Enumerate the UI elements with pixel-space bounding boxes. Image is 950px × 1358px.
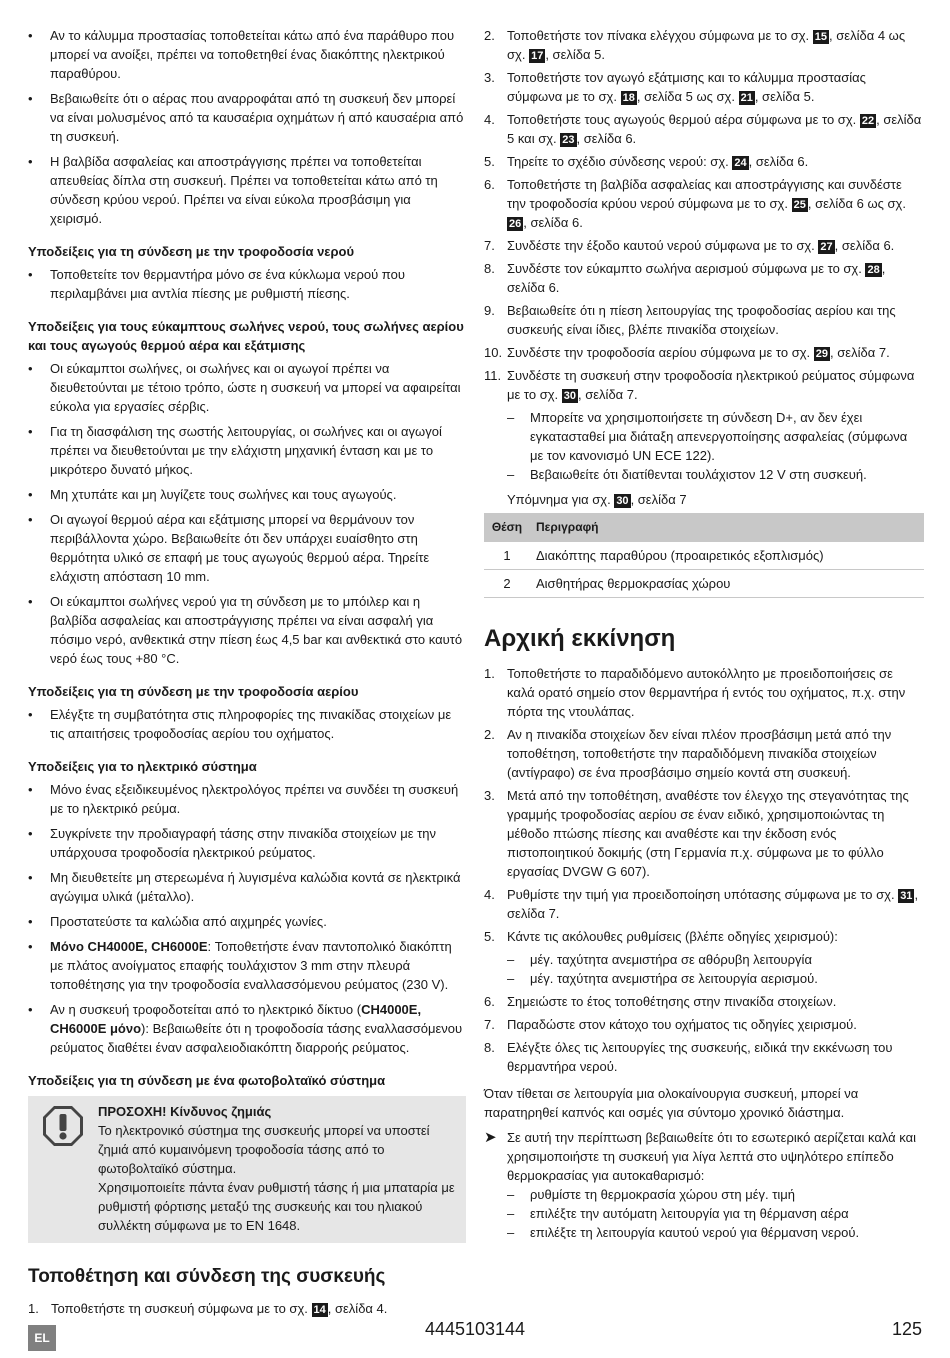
list-item: • Η βαλβίδα ασφαλείας και αποστράγγισης πρέπει να τοποθετείται απευθείας δίπλα στη συσκευή. Πρέπει να τοποθετείται κάτω από τη σύνδεση κρύου νερού. Πρέπει να είναι εύκολα προσβάσιμη για χειρισμό. bbox=[28, 152, 466, 228]
list-item: • Μη διευθετείτε μη στερεωμένα ή λυγισμένα καλώδια κοντά σε ηλεκτρικά αγώγιμα υλικά (μέταλλο). bbox=[28, 868, 466, 906]
item-text: : Τοποθετήστε έναν παντοπολικό διακόπτη με πλάτος ανοίγματος επαφής τουλάχιστον 3 mm στην πλευρά τοποθέτησης για την τροφοδοσία εναλλασσόμενου ρεύματος (230 V). bbox=[50, 939, 452, 992]
list-item bbox=[484, 175, 924, 232]
step-number: 5. bbox=[484, 154, 495, 169]
figure-ref: 28 bbox=[867, 264, 880, 276]
step-number: 10. bbox=[484, 345, 503, 360]
list-item: • Τοποθετείτε τον θερμαντήρα μόνο σε ένα κύκλωμα νερού που περιλαμβάνει μια αντλία πίεσης με ρυθμιστή πίεσης. bbox=[28, 265, 466, 303]
item-text: Μπορείτε να χρησιμοποιήσετε τη σύνδεση D+, αν δεν έχει εγκατασταθεί μια διάταξη απενεργοποίησης ασφαλείας (σύμφωνα με τον κανονισμό UN ECE 122). bbox=[530, 410, 908, 463]
instruction bbox=[484, 1128, 924, 1185]
figure-ref: 30 bbox=[616, 495, 629, 507]
list-item bbox=[484, 1038, 924, 1076]
legend-table bbox=[484, 513, 924, 598]
table-header bbox=[484, 513, 924, 542]
step-number: 3. bbox=[484, 788, 495, 803]
list-item bbox=[484, 152, 924, 171]
left-column bbox=[28, 26, 466, 1322]
startup-steps bbox=[484, 664, 924, 946]
legend-text: , σελίδα 7 bbox=[630, 492, 687, 507]
list-subitem bbox=[507, 950, 924, 969]
item-text: ): Βεβαιωθείτε ότι η τροφοδοσία τάσης εναλλασσόμενου ρεύματος διαθέτει έναν ασφαλειοδιακόπτη διαρροής ρεύματος. bbox=[50, 1021, 463, 1055]
item-text: μέγ. ταχύτητα ανεμιστήρα σε λειτουργία αερισμού. bbox=[530, 971, 818, 986]
item-text: ρυθμίστε τη θερμοκρασία χώρου στη μέγ. τιμή bbox=[530, 1187, 795, 1202]
step-number: 7. bbox=[484, 238, 495, 253]
warning-box bbox=[28, 1096, 466, 1243]
list-item bbox=[484, 301, 924, 339]
item-text: Τοποθετήστε το παραδιδόμενο αυτοκόλλητο με προειδοποιήσεις σε καλά ορατό σημείο στον θερμαντήρα ή εντός του οχήματος, π.χ. στην πόρτα της ντουλάπας. bbox=[507, 666, 906, 719]
list-item bbox=[484, 786, 924, 881]
exclamation-octagon-icon bbox=[28, 1102, 98, 1235]
figure-ref: 17 bbox=[531, 50, 544, 62]
list-subitem bbox=[507, 408, 924, 465]
column-header: Θέση bbox=[484, 513, 530, 542]
table-cell: 2 bbox=[484, 570, 530, 598]
item-text: Ρυθμίστε την τιμή για προειδοποίηση υπότασης σύμφωνα με το σχ. bbox=[507, 887, 899, 902]
list-item: • Μη χτυπάτε και μη λυγίζετε τους σωλήνες και τους αγωγούς. bbox=[28, 485, 466, 504]
step-number: 2. bbox=[484, 727, 495, 742]
dash: – bbox=[507, 1225, 515, 1240]
startup-steps bbox=[484, 992, 924, 1076]
item-text: , σελίδα 7. bbox=[830, 345, 890, 360]
section-title-install: Τοποθέτηση και σύνδεση της συσκευής bbox=[28, 1266, 386, 1287]
list-item bbox=[484, 26, 924, 64]
item-text: , σελίδα 4 ως σχ. bbox=[507, 28, 906, 62]
item-text: Σε αυτή την περίπτωση βεβαιωθείτε ότι το εσωτερικό αερίζεται καλά και χρησιμοποιήστε τη συσκευή για λίγα λεπτά στο υψηλότερο επίπεδο θερμοκρασίας για αυτοκαθαρισμό: bbox=[507, 1130, 917, 1183]
dash: – bbox=[507, 1206, 515, 1221]
item-text: Συνδέστε την τροφοδοσία αερίου σύμφωνα με το σχ. bbox=[507, 345, 814, 360]
list-item bbox=[484, 664, 924, 721]
item-text: , σελίδα 5. bbox=[754, 89, 815, 104]
item-text: μέγ. ταχύτητα ανεμιστήρα σε αθόρυβη λειτουργία bbox=[530, 952, 812, 967]
figure-ref: 18 bbox=[622, 92, 635, 104]
warning-paragraph: Χρησιμοποιείτε πάντα έναν ρυθμιστή τάσης ή μια μπαταρία με ρυθμιστή φόρτισης μεταξύ της συσκευής και του ηλιακού συλλέκτη σύμφωνα με το EN 1648. bbox=[98, 1180, 455, 1233]
step-number: 6. bbox=[484, 994, 495, 1009]
page-number: 125 bbox=[891, 1319, 922, 1339]
list-subitem bbox=[507, 1185, 924, 1204]
warning-text bbox=[98, 1102, 456, 1235]
item-text: επιλέξτε την αυτόματη λειτουργία για τη θέρμανση αέρα bbox=[530, 1206, 849, 1221]
table-cell: Αισθητήρας θερμοκρασίας χώρου bbox=[530, 570, 924, 598]
list-item bbox=[484, 366, 924, 404]
list-item bbox=[28, 937, 466, 994]
figure-ref: 29 bbox=[815, 348, 829, 360]
item-text: , σελίδα 6. bbox=[507, 261, 886, 295]
step-number: 11. bbox=[484, 368, 502, 383]
figure-ref: 30 bbox=[563, 390, 577, 402]
list-item: • Μόνο ένας εξειδικευμένος ηλεκτρολόγος πρέπει να συνδέει τη συσκευή με το ηλεκτρικό ρεύμα. bbox=[28, 780, 466, 818]
dash: – bbox=[507, 1187, 515, 1202]
figure-ref: 25 bbox=[793, 199, 806, 211]
model-note: CH4000E, CH6000E μόνο bbox=[50, 1002, 422, 1036]
list-item bbox=[484, 885, 924, 923]
list-item bbox=[484, 1015, 924, 1034]
step-number: 8. bbox=[484, 261, 495, 276]
list-item bbox=[484, 236, 924, 255]
table-cell: 1 bbox=[484, 542, 530, 570]
section-title-startup: Αρχική εκκίνηση bbox=[484, 625, 676, 652]
figure-ref: 22 bbox=[861, 115, 875, 127]
list-item: • Συγκρίνετε την προδιαγραφή τάσης στην πινακίδα στοιχείων με την υπάρχουσα τροφοδοσία ηλεκτρικού ρεύματος. bbox=[28, 824, 466, 862]
item-text: Σημειώστε το έτος τοποθέτησης στην πινακίδα στοιχείων. bbox=[507, 994, 837, 1009]
dash: – bbox=[507, 971, 515, 986]
item-text: Τοποθετήστε τον αγωγό εξάτμισης και το κάλυμμα προστασίας σύμφωνα με το σχ. bbox=[507, 70, 866, 104]
arrow-bullet-icon: ➤ bbox=[484, 1129, 497, 1146]
list-subitem bbox=[507, 969, 924, 988]
list-item bbox=[28, 1299, 466, 1318]
list-subitem bbox=[507, 1204, 924, 1223]
list-subitem bbox=[507, 465, 924, 484]
figure-ref: 27 bbox=[820, 241, 833, 253]
step-number: 3. bbox=[484, 70, 495, 85]
table-row bbox=[484, 570, 924, 598]
step-number: 1. bbox=[28, 1301, 39, 1316]
item-text: , σελίδα 7. bbox=[507, 887, 919, 921]
list-item: • Οι εύκαμπτοι σωλήνες νερού για τη σύνδεση με το μπόιλερ και η βαλβίδα ασφαλείας και αποστράγγισης πρέπει να είναι ασφαλή για πόσιμο νερό, ανθεκτικά στην πίεση έως 4,5 bar και ανθεκτικά στο καυτό νερό έως τους +80 °C. bbox=[28, 592, 466, 668]
item-text: , σελίδα 4. bbox=[327, 1301, 388, 1316]
list-item: • Οι εύκαμπτοι σωλήνες, οι σωλήνες και οι αγωγοί πρέπει να διευθετούνται με τέτοιο τρόπο, ώστε η συσκευή να μπορεί να αφαιρείται εύκολα για εργασίες σέρβις. bbox=[28, 359, 466, 416]
model-note: Μόνο CH4000E, CH6000E bbox=[50, 939, 208, 954]
figure-ref: 23 bbox=[562, 134, 575, 146]
item-text: Συνδέστε τη συσκευή στην τροφοδοσία ηλεκτρικού ρεύματος σύμφωνα με το σχ. bbox=[507, 368, 915, 402]
figure-ref: 21 bbox=[740, 92, 753, 104]
item-text: Ελέγξτε όλες τις λειτουργίες της συσκευής, ειδικά την εκκένωση του θερμαντήρα νερού. bbox=[507, 1040, 893, 1074]
section-heading-gas: Υποδείξεις για τη σύνδεση με την τροφοδοσία αερίου bbox=[28, 684, 359, 699]
step-number: 6. bbox=[484, 177, 495, 192]
figure-ref: 31 bbox=[900, 890, 913, 902]
item-text: , σελίδα 6. bbox=[576, 131, 637, 146]
dash: – bbox=[507, 410, 515, 425]
item-text: Τοποθετήστε τη βαλβίδα ασφαλείας και αποστράγγισης και συνδέστε την τροφοδοσία κρύου νερού σύμφωνα με το σχ. bbox=[507, 177, 902, 211]
section-heading-electrical: Υποδείξεις για το ηλεκτρικό σύστημα bbox=[28, 759, 257, 774]
document-code: 4445103144 bbox=[424, 1319, 526, 1339]
list-item bbox=[484, 927, 924, 946]
list-item bbox=[484, 725, 924, 782]
item-text: Τοποθετήστε τους αγωγούς θερμού αέρα σύμφωνα με το σχ. bbox=[507, 112, 860, 127]
section-heading-pv: Υποδείξεις για τη σύνδεση με ένα φωτοβολταϊκό σύστημα bbox=[28, 1073, 386, 1088]
table-cell: Διακόπτης παραθύρου (προαιρετικός εξοπλισμός) bbox=[530, 542, 924, 570]
step-number: 4. bbox=[484, 112, 495, 127]
list-item: • Αν το κάλυμμα προστασίας τοποθετείται κάτω από ένα παράθυρο που μπορεί να ανοίξει, πρέπει να τοποθετηθεί ένας διακόπτης ηλεκτρικού παραθύρου. bbox=[28, 26, 466, 83]
right-column bbox=[484, 26, 924, 1242]
list-item: • Για τη διασφάλιση της σωστής λειτουργίας, οι σωλήνες και οι αγωγοί πρέπει να διευθετούνται με την ελάχιστη μηχανική ένταση και με το μικρότερο δυνατό μήκος. bbox=[28, 422, 466, 479]
item-text: , σελίδα 7. bbox=[578, 387, 638, 402]
figure-ref: 24 bbox=[734, 157, 747, 169]
step-number: 4. bbox=[484, 887, 495, 902]
item-text: Τηρείτε το σχέδιο σύνδεσης νερού: σχ. bbox=[507, 154, 733, 169]
item-text: επιλέξτε τη λειτουργία καυτού νερού για θέρμανση νερού. bbox=[530, 1225, 860, 1240]
item-text: Τοποθετήστε τον πίνακα ελέγχου σύμφωνα με το σχ. bbox=[507, 28, 813, 43]
list-item bbox=[484, 992, 924, 1011]
list-item bbox=[484, 110, 924, 148]
step-number: 9. bbox=[484, 303, 495, 318]
item-text: Κάντε τις ακόλουθες ρυθμίσεις (βλέπε οδηγίες χειρισμού): bbox=[507, 929, 838, 944]
item-text: Συνδέστε την έξοδο καυτού νερού σύμφωνα με το σχ. bbox=[507, 238, 819, 253]
legend-caption bbox=[507, 490, 924, 509]
list-item bbox=[484, 68, 924, 106]
item-text: , σελίδα 5. bbox=[545, 47, 605, 62]
list-item: • Οι αγωγοί θερμού αέρα και εξάτμισης μπορεί να θερμάνουν τον περιβάλλοντα χώρο. Βεβαιωθείτε ότι δεν υπάρχει ευαίσθητο στη θερμότητα υλικό σε επαφή με τους αγωγούς θερμού αέρα. Τηρείτε ελάχιστη απόσταση 10 mm. bbox=[28, 510, 466, 586]
item-text: Τοποθετήστε τη συσκευή σύμφωνα με το σχ. bbox=[51, 1301, 308, 1316]
item-text: , σελίδα 5 ως σχ. bbox=[636, 89, 739, 104]
item-text: , σελίδα 6. bbox=[834, 238, 895, 253]
column-header: Περιγραφή bbox=[530, 513, 924, 542]
item-text: Συνδέστε τον εύκαμπτο σωλήνα αερισμού σύμφωνα με το σχ. bbox=[507, 261, 866, 276]
language-badge: EL bbox=[28, 1325, 56, 1351]
section-heading-water: Υποδείξεις για τη σύνδεση με την τροφοδοσία νερού bbox=[28, 244, 355, 259]
list-item bbox=[484, 259, 924, 297]
item-text: Βεβαιωθείτε ότι διατίθενται τουλάχιστον 12 V στη συσκευή. bbox=[530, 467, 867, 482]
list-item: • Ελέγξτε τη συμβατότητα στις πληροφορίες της πινακίδας στοιχείων με τις απαιτήσεις τροφοδοσίας αερίου του οχήματος. bbox=[28, 705, 466, 743]
item-text: Αν η πινακίδα στοιχείων δεν είναι πλέον προσβάσιμη μετά από την τοποθέτηση, τοποθετήστε την παραδιδόμενη πινακίδα στοιχείων (αντίγραφο) σε ένα προσβάσιμο σημείο κοντά στη συσκευή. bbox=[507, 727, 892, 780]
figure-ref: 26 bbox=[509, 218, 522, 230]
step-number: 7. bbox=[484, 1017, 495, 1032]
figure-ref: 15 bbox=[814, 31, 828, 43]
item-text: , σελίδα 6. bbox=[748, 154, 809, 169]
section-heading-hoses: Υποδείξεις για τους εύκαμπτους σωλήνες νερού, τους σωλήνες αερίου και τους αγωγούς θερμού αέρα και εξάτμισης bbox=[28, 319, 464, 353]
install-steps bbox=[484, 26, 924, 404]
warning-paragraph: Το ηλεκτρονικό σύστημα της συσκευής μπορεί να υποστεί ζημιά από κυμαινόμενη τροφοδοσία τάσης από το φωτοβολταϊκό σύστημα. bbox=[98, 1123, 430, 1176]
item-text: Μετά από την τοποθέτηση, αναθέστε τον έλεγχο της στεγανότητας της γραμμής τροφοδοσίας αερίου σε έναν ειδικό, χρησιμοποιώντας τη μέθοδο πτώσης πίεσης και αναθέστε και την έκδοση ενός πιστοποιητικού δοκιμής (στη Γερμανία π.χ. σύμφωνα με το φύλλο εργασίας DVGW G 607). bbox=[507, 788, 909, 879]
item-text: , σελίδα 6 ως σχ. bbox=[807, 196, 906, 211]
paragraph: Όταν τίθεται σε λειτουργία μια ολοκαίνουργια συσκευή, μπορεί να παρατηρηθεί καπνός και οσμές για σύντομο χρονικό διάστημα. bbox=[484, 1086, 859, 1120]
list-item bbox=[484, 343, 924, 362]
item-text: Βεβαιωθείτε ότι η πίεση λειτουργίας της τροφοδοσίας αερίου και της συσκευής είναι ίδιες, βλέπε πινακίδα στοιχείων. bbox=[507, 303, 896, 337]
dash: – bbox=[507, 952, 515, 967]
step-number: 2. bbox=[484, 28, 495, 43]
step-number: 5. bbox=[484, 929, 495, 944]
step-number: 8. bbox=[484, 1040, 495, 1055]
item-text: Παραδώστε στον κάτοχο του οχήματος τις οδηγίες χειρισμού. bbox=[507, 1017, 857, 1032]
figure-ref: 14 bbox=[313, 1304, 326, 1316]
list-item bbox=[28, 1000, 466, 1057]
legend-text: Υπόμνημα για σχ. bbox=[507, 492, 611, 507]
table-row bbox=[484, 542, 924, 570]
list-subitem bbox=[507, 1223, 924, 1242]
step-number: 1. bbox=[484, 666, 495, 681]
warning-title: ΠΡΟΣΟΧΗ! Κίνδυνος ζημιάς bbox=[98, 1104, 272, 1119]
list-item: • Προστατεύστε τα καλώδια από αιχμηρές γωνίες. bbox=[28, 912, 466, 931]
dash: – bbox=[507, 467, 515, 482]
item-text: Αν η συσκευή τροφοδοτείται από το ηλεκτρικό δίκτυο ( bbox=[50, 1002, 362, 1017]
item-text: , σελίδα 5 και σχ. bbox=[507, 112, 922, 146]
list-item: • Βεβαιωθείτε ότι ο αέρας που αναρροφάται από τη συσκευή δεν μπορεί να είναι μολυσμένος από τα καυσαέρια οχημάτων ή από καυσαέρια από τη συσκευή. bbox=[28, 89, 466, 146]
item-text: , σελίδα 6. bbox=[523, 215, 583, 230]
